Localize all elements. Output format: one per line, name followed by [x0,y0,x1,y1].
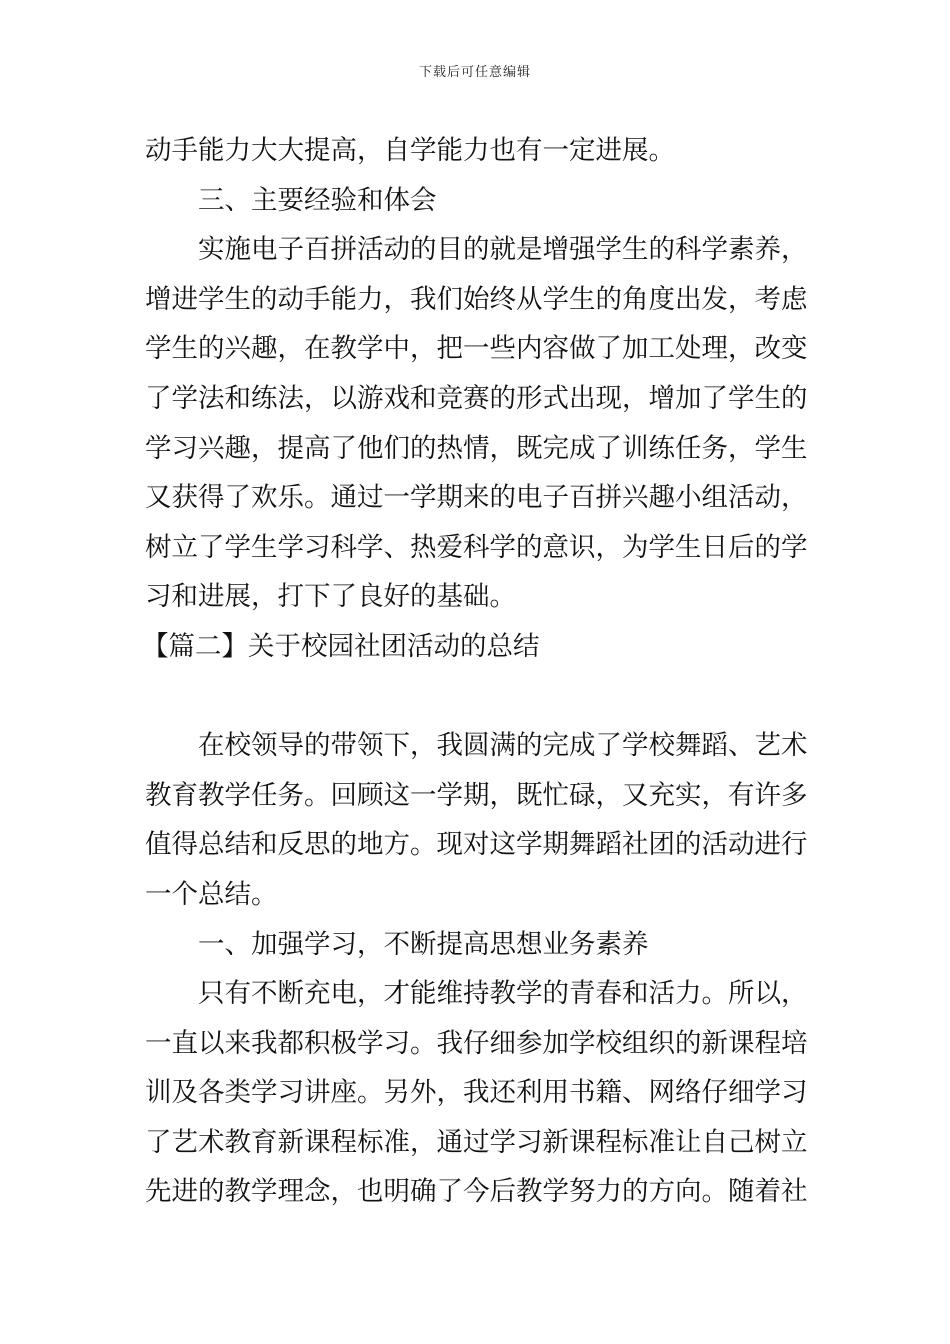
article-title: 【篇二】关于校园社团活动的总结 [142,630,540,662]
paragraph-line: 学生的兴趣，在教学中，把一些内容做了加工处理，改变 [145,333,808,365]
section-heading: 一、加强学习，不断提高思想业务素养 [198,928,649,960]
paragraph-line: 一个总结。 [145,878,278,910]
paragraph-line: 了学法和练法，以游戏和竞赛的形式出现，增加了学生的 [145,382,808,414]
paragraph-line: 动手能力大大提高，自学能力也有一定进展。 [145,135,675,166]
page-header-note: 下载后可任意编辑 [418,65,531,80]
paragraph-line: 习和进展，打下了良好的基础。 [145,581,516,613]
paragraph-line: 实施电子百拼活动的目的就是增强学生的科学素养， [198,234,808,266]
document-body [142,126,809,1217]
section-heading: 三、主要经验和体会 [198,184,437,216]
blank-line [145,672,809,722]
paragraph-line: 学习兴趣，提高了他们的热情，既完成了训练任务，学生 [145,432,808,464]
paragraph-line: 增进学生的动手能力，我们始终从学生的角度出发，考虑 [145,283,808,315]
paragraph-line: 在校领导的带领下，我圆满的完成了学校舞蹈、艺术 [198,730,808,762]
paragraph-line: 值得总结和反思的地方。现对这学期舞蹈社团的活动进行 [145,829,808,861]
paragraph-line: 树立了学生学习科学、热爱科学的意识，为学生日后的学 [145,531,808,563]
paragraph-line: 只有不断充电，才能维持教学的青春和活力。所以， [198,978,808,1010]
paragraph-line: 又获得了欢乐。通过一学期来的电子百拼兴趣小组活动， [145,482,808,514]
paragraph-line: 训及各类学习讲座。另外，我还利用书籍、网络仔细学习 [145,1077,808,1109]
paragraph-line: 先进的教学理念，也明确了今后教学努力的方向。随着社 [145,1176,808,1208]
paragraph-line: 一直以来我都积极学习。我仔细参加学校组织的新课程培 [145,1027,808,1059]
paragraph-line: 了艺术教育新课程标准，通过学习新课程标准让自己树立 [145,1126,808,1158]
paragraph-line: 教育教学任务。回顾这一学期，既忙碌，又充实，有许多 [145,779,808,811]
